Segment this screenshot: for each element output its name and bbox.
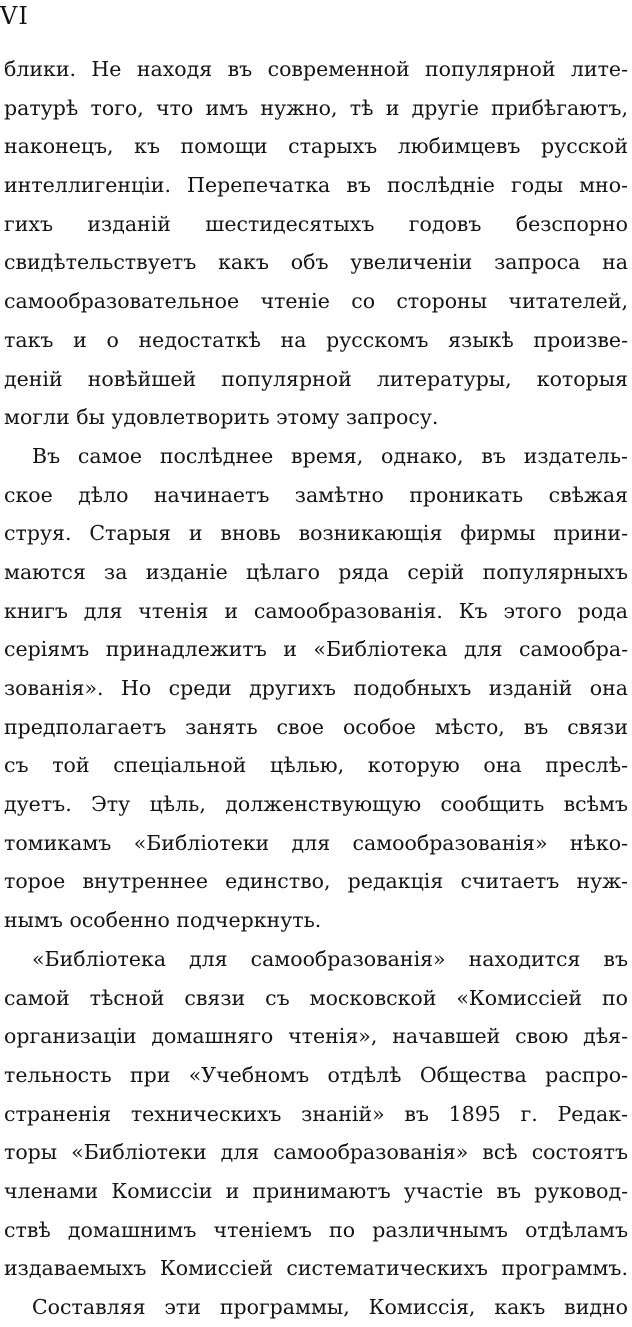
- text-line: свидѣтельствуетъ какъ объ увеличеніи запроса на: [4, 250, 628, 275]
- text-line: нымъ особенно подчеркнуть.: [4, 908, 322, 933]
- text-line: томикамъ «Библіотеки для самообразованія» нѣко-: [4, 830, 628, 855]
- text-line: тельность при «Учебномъ отдѣлѣ Общества распро-: [4, 1062, 628, 1087]
- text-line: ское дѣло начинаетъ замѣтно проникать свѣжая: [4, 482, 628, 507]
- text-line: страненія техническихъ знаній» въ 1895 г. Редак-: [4, 1101, 628, 1126]
- text-line: блики. Не находя въ современной популярной лите-: [4, 57, 628, 81]
- text-line: ратурѣ того, что имъ нужно, тѣ и другіе прибѣгаютъ,: [4, 95, 628, 120]
- text-line: деній новѣйшей популярной литературы, которыя: [4, 366, 628, 391]
- text-line: маются за изданіе цѣлаго ряда серій популярныхъ: [4, 559, 628, 584]
- text-line: дуетъ. Эту цѣль, долженствующую сообщить всѣмъ: [4, 792, 628, 817]
- text-line: зованія». Но среди другихъ подобныхъ изданій она: [4, 676, 628, 700]
- text-line: серіямъ принадлежитъ и «Библіотека для самообра-: [4, 637, 628, 662]
- body-text: [4, 50, 628, 1327]
- text-line: струя. Старыя и вновь возникающія фирмы прини-: [4, 521, 628, 546]
- text-line: самообразовательное чтеніе со стороны читателей,: [4, 289, 628, 314]
- text-line: ствѣ домашнимъ чтеніемъ по различнымъ отдѣламъ: [4, 1217, 628, 1242]
- text-line: торы «Библіотеки для самообразованія» всѣ состоятъ: [4, 1140, 628, 1165]
- text-line: организаціи домашняго чтенія», начавшей свою дѣя-: [4, 1024, 628, 1049]
- text-line: издаваемыхъ Комиссіей систематическихъ программъ.: [4, 1256, 628, 1281]
- text-line: самой тѣсной связи съ московской «Комиссіей по: [4, 985, 628, 1010]
- text-line: наконецъ, къ помощи старыхъ любимцевъ русской: [4, 134, 628, 159]
- text-line: книгъ для чтенія и самообразованія. Къ этого рода: [4, 598, 628, 623]
- text-line: гихъ изданій шестидесятыхъ годовъ безспорно: [4, 211, 628, 236]
- text-line: Въ самое послѣднее время, однако, въ издатель-: [32, 443, 628, 468]
- text-line: предполагаетъ занять свое особое мѣсто, въ связи: [4, 714, 628, 739]
- text-line: «Библіотека для самообразованія» находится въ: [32, 946, 628, 971]
- page-number: VI: [0, 2, 29, 30]
- text-line: Составляя эти программы, Комиссія, какъ видно: [32, 1295, 628, 1319]
- text-line: могли бы удовлетворить этому запросу.: [4, 405, 439, 430]
- text-line: торое внутреннее единство, редакція считаетъ нуж-: [4, 869, 628, 894]
- text-line: такъ и о недостаткѣ на русскомъ языкѣ произве-: [4, 327, 628, 352]
- text-line: интеллигенціи. Перепечатка въ послѣдніе годы мно-: [4, 173, 628, 198]
- text-line: членами Комиссіи и принимаютъ участіе въ руковод-: [4, 1178, 628, 1203]
- text-line: съ той спеціальной цѣлью, которую она преслѣ-: [4, 753, 628, 778]
